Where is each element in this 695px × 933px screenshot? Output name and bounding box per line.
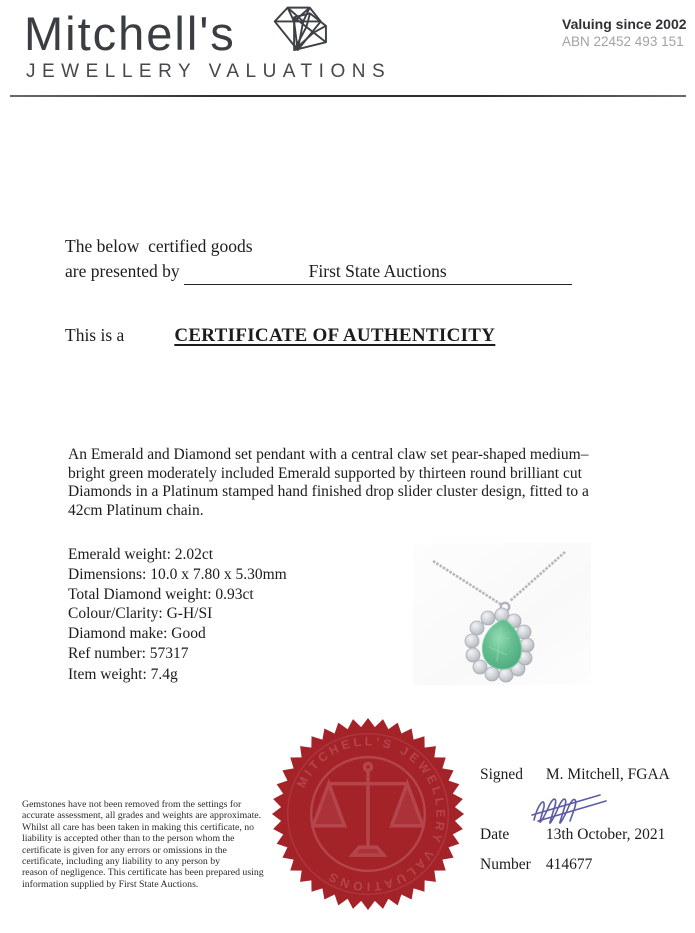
- disclaimer-line: information supplied by First State Auctions.: [22, 878, 199, 890]
- certificate-title: CERTIFICATE OF AUTHENTICITY: [174, 325, 496, 346]
- number-value: 414677: [545, 856, 593, 873]
- number-label: Number: [480, 856, 531, 873]
- title-intro: This is a: [65, 325, 125, 345]
- signed-label: Signed: [480, 766, 524, 783]
- disclaimer-line: certificate is given for any errors or omissions in the: [22, 844, 227, 856]
- presented-by-label: are presented by: [65, 261, 180, 281]
- disclaimer-line: reason of negligence. This certificate has been prepared using: [22, 867, 264, 879]
- disclaimer-line: Whilst all care has been taken in making this certificate, no: [22, 821, 255, 833]
- date-value: 13th October, 2021: [545, 826, 666, 843]
- description-line: 42cm Platinum chain.: [68, 501, 204, 519]
- spec-list: [68, 545, 287, 664]
- presenter-name: First State Auctions: [308, 261, 447, 281]
- item-weight: Item weight: 7.4g: [68, 666, 178, 683]
- disclaimer-line: certificate, including any liability to any person by: [22, 856, 221, 868]
- tagline: Valuing since 2002: [562, 16, 687, 32]
- spec-line-diamond-make: Diamond make: Good: [68, 625, 206, 643]
- header-right-block: [562, 15, 687, 51]
- header-divider: [10, 95, 686, 97]
- spec-line-emerald-weight: Emerald weight: 2.02ct: [68, 546, 214, 563]
- presented-goods-line2: [65, 261, 572, 285]
- seal-ring-text: MITCHELL'S JEWELLERY VALUATIONS: [294, 734, 448, 894]
- spec-line-diamond-weight: Total Diamond weight: 0.93ct: [68, 585, 254, 603]
- presented-goods-line1: The below certified goods: [65, 236, 253, 256]
- wax-seal-scales-of-justice-icon: [270, 716, 466, 912]
- description-line: An Emerald and Diamond set pendant with a central claw set pear-shaped medium–: [68, 446, 589, 463]
- number-row: [480, 856, 592, 874]
- pendant-photo: [413, 543, 591, 685]
- title-row: [65, 325, 495, 347]
- item-description: [68, 446, 589, 520]
- disclaimer-line: Gemstones have not been removed from the settings for: [22, 799, 242, 810]
- description-line: bright green moderately included Emerald supported by thirteen round brilliant cut: [68, 464, 582, 482]
- date-row: [480, 826, 665, 844]
- date-label: Date: [480, 826, 510, 843]
- brand-subtitle: JEWELLERY VALUATIONS: [26, 61, 392, 82]
- presenter-underline: [184, 261, 572, 285]
- disclaimer-line: liability is accepted other than to the person whom the: [22, 833, 235, 845]
- signed-row: [480, 766, 670, 784]
- spec-line-colour-clarity: Colour/Clarity: G-H/SI: [68, 605, 213, 623]
- description-line: Diamonds in a Platinum stamped hand finished drop slider cluster design, fitted to a: [68, 483, 589, 500]
- disclaimer: [22, 799, 264, 890]
- spec-line-dimensions: Dimensions: 10.0 x 7.80 x 5.30mm: [68, 565, 287, 583]
- brand-name: Mitchell's: [24, 7, 236, 60]
- signed-value: M. Mitchell, FGAA: [545, 766, 670, 783]
- disclaimer-line: accurate assessment, all grades and weights are approximate.: [22, 810, 262, 822]
- abn-number: ABN 22452 493 151: [562, 34, 684, 50]
- spec-line-ref-number: Ref number: 57317: [68, 644, 189, 662]
- handwritten-signature: [530, 788, 634, 831]
- chain: [433, 552, 565, 605]
